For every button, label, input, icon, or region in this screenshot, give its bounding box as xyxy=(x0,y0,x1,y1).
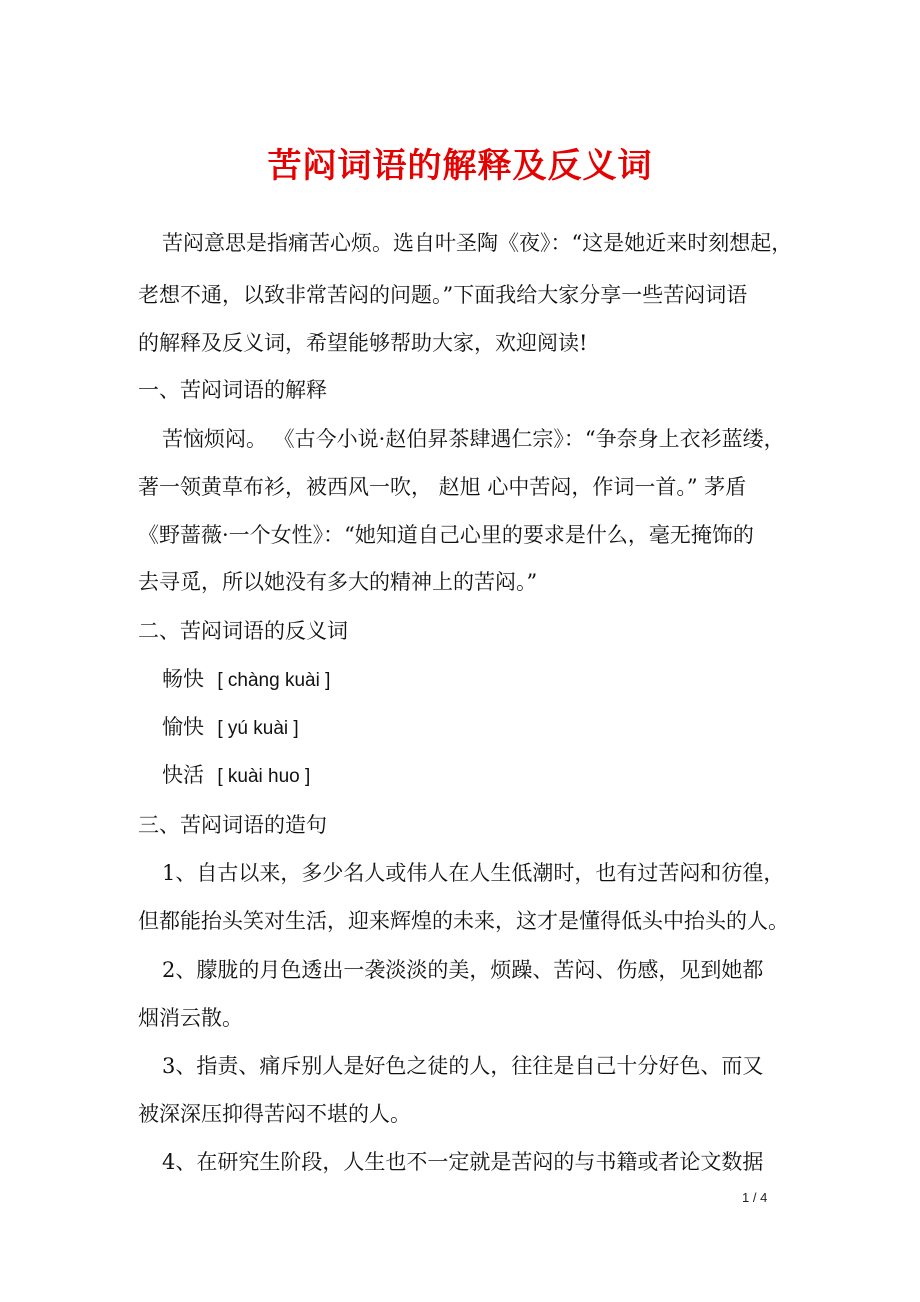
paragraph-line: 2、朦胧的月色透出一袭淡淡的美，烦躁、苦闷、伤感，见到她都 xyxy=(162,958,764,982)
page-indicator: 1 / 4 xyxy=(742,1190,768,1205)
paragraph-line: 苦闷意思是指痛苦心烦。选自叶圣陶《夜》：“这是她近来时刻想起， xyxy=(162,231,793,255)
paragraph-line: 老想不通，以致非常苦闷的问题。”下面我给大家分享一些苦闷词语 xyxy=(138,283,748,307)
section-heading: 一、苦闷词语的解释 xyxy=(138,378,327,402)
paragraph-line: 著一领黄草布衫，被西风一吹， 赵旭 心中苦闷，作词一首。” 茅盾 xyxy=(138,475,747,499)
section-heading: 三、苦闷词语的造句 xyxy=(138,813,327,837)
antonym-pinyin: [ chàng kuài ] xyxy=(217,670,331,691)
paragraph-line: 烟消云散。 xyxy=(138,1006,243,1030)
paragraph-line: 《野蔷薇·一个女性》：“她知道自己心里的要求是什么，毫无掩饰的 xyxy=(138,523,754,547)
paragraph-line: 3、指责、痛斥别人是好色之徒的人，往往是自己十分好色、而又 xyxy=(162,1054,764,1078)
section-heading: 二、苦闷词语的反义词 xyxy=(138,619,348,643)
antonym-item xyxy=(162,712,299,744)
antonym-pinyin: [ yú kuài ] xyxy=(217,718,299,739)
paragraph-line: 的解释及反义词，希望能够帮助大家，欢迎阅读! xyxy=(138,331,588,355)
paragraph-line: 1、自古以来，多少名人或伟人在人生低潮时，也有过苦闷和彷徨， xyxy=(162,861,785,885)
antonym-item xyxy=(162,664,330,696)
paragraph-line: 但都能抬头笑对生活，迎来辉煌的未来，这才是懂得低头中抬头的人。 xyxy=(138,909,789,933)
antonym-pinyin: [ kuài huo ] xyxy=(217,766,311,787)
antonym-word: 愉快 xyxy=(162,715,204,739)
paragraph-line: 去寻觅，所以她没有多大的精神上的苦闷。” xyxy=(138,570,538,594)
antonym-word: 快活 xyxy=(162,763,204,787)
paragraph-line: 被深深压抑得苦闷不堪的人。 xyxy=(138,1102,411,1126)
paragraph-line: 4、在研究生阶段，人生也不一定就是苦闷的与书籍或者论文数据 xyxy=(162,1150,764,1174)
antonym-word: 畅快 xyxy=(162,667,204,691)
document-title: 苦闷词语的解释及反义词 xyxy=(267,146,653,186)
antonym-item xyxy=(162,760,310,792)
paragraph-line: 苦恼烦闷。 《古今小说·赵伯昇茶肆遇仁宗》：“争奈身上衣衫蓝缕， xyxy=(162,427,785,451)
